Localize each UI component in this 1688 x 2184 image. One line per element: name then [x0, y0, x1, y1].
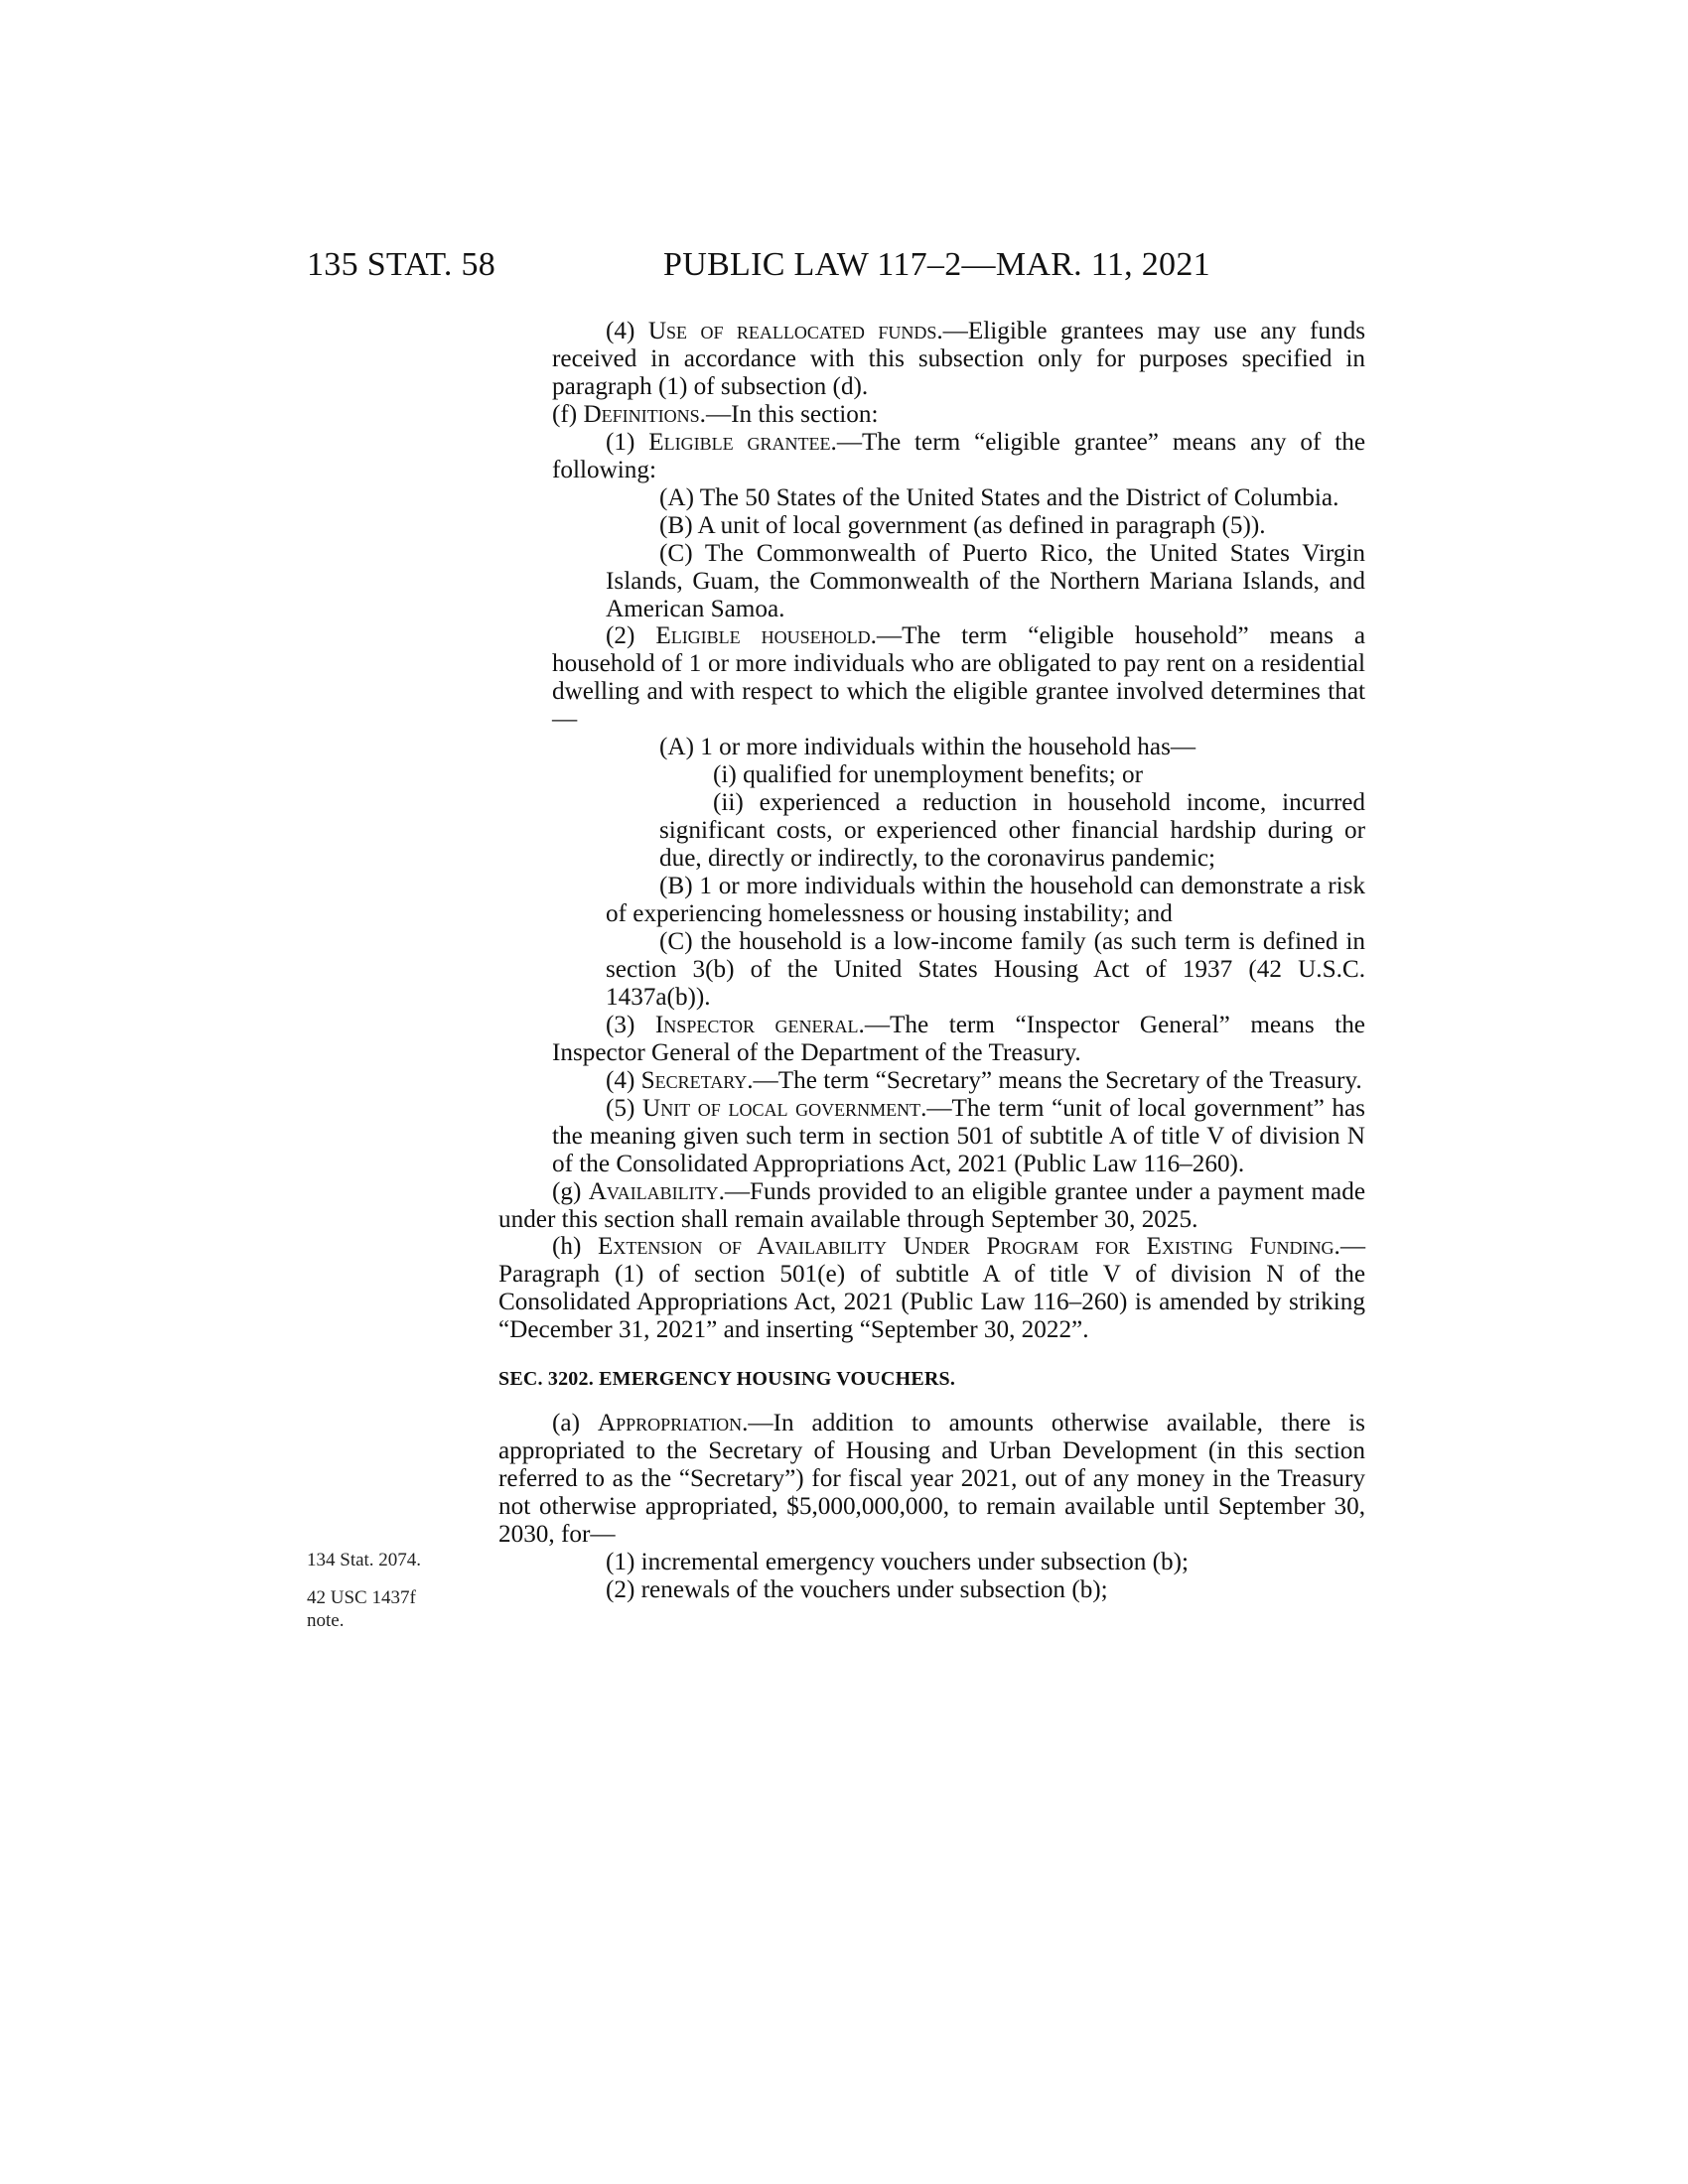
paragraph-heading: Unit of local government: [642, 1094, 921, 1122]
appropriation-item-2: (2) renewals of the vouchers under subsection (b);: [606, 1575, 1108, 1603]
margin-note-usc-line1: 42 USC 1437f: [307, 1587, 416, 1608]
subsection-heading: Appropriation: [597, 1410, 743, 1437]
paragraph-heading: Secretary: [640, 1066, 748, 1094]
paragraph-heading: Inspector general: [654, 1011, 859, 1038]
subsection-a-appropriation: (a) Appropriation.—In addition to amounts otherwise available, there is appropriated to the Secretary of Housing and Urban Development (in this section referred to as the “Secretary”) for fiscal year 2021, out of any money in the Treasury not otherwise appropriated, $5,000,000,000, to remain available until September 30, 2030, for—: [498, 1410, 1365, 1549]
subsection-h-extension: (h) Extension of Availability Under Program for Existing Funding.—Paragraph (1) of section 501(e) of subtitle A of title V of division N of the Consolidated Appropriations Act, 2021 (Public Law 116–260) is amended by striking “December 31, 2021” and inserting “September 30, 2022”.: [498, 1233, 1366, 1344]
subsection-heading: Availability: [588, 1177, 719, 1205]
subsection-heading: Definitions: [583, 400, 700, 428]
definition-5-unit-of-local-government: (5) Unit of local government.—The term “unit of local government” has the meaning given such term in section 501 of subtitle A of title V of division N of the Consolidated Appropriations Act, 2021 (Public Law 116–260).: [552, 1094, 1365, 1177]
definition-2-B: (B) 1 or more individuals within the household can demonstrate a risk of experiencing homelessness or housing instability; and: [606, 873, 1365, 928]
subsection-g-availability: (g) Availability.—Funds provided to an eligible grantee under a payment made under this section shall remain available through September 30, 2025.: [498, 1177, 1365, 1233]
definition-1-eligible-grantee: (1) Eligible grantee.—The term “eligible grantee” means any of the following:: [552, 428, 1365, 483]
definition-1-B: (B) A unit of local government (as defined in paragraph (5)).: [659, 511, 1266, 539]
definition-1-A: (A) The 50 States of the United States and the District of Columbia.: [659, 483, 1339, 511]
definition-2-C: (C) the household is a low-income family (as such term is defined in section 3(b) of the United States Housing Act of 1937 (42 U.S.C. 1437a(b)).: [606, 927, 1365, 1011]
document-body: [498, 318, 1365, 1604]
definition-2-eligible-household: (2) Eligible household.—The term “eligible household” means a household of 1 or more individuals who are obligated to pay rent on a residential dwelling and with respect to which the eligible grantee involved determines that—: [552, 622, 1366, 734]
paragraph-4-use-of-funds: (4) Use of reallocated funds.—Eligible grantees may use any funds received in accordance with this subsection only for purposes specified in paragraph (1) of subsection (d).: [552, 318, 1365, 400]
subsection-heading: Extension of Availability Under Program for Existing Funding: [597, 1233, 1335, 1261]
subsection-f-definitions: (f) Definitions.—In this section:: [552, 400, 879, 428]
margin-note-stat: 134 Stat. 2074.: [307, 1550, 422, 1570]
definition-2-A-i: (i) qualified for unemployment benefits; or: [713, 761, 1143, 789]
paragraph-heading: Use of reallocated funds: [647, 318, 937, 344]
definition-2-A-ii: (ii) experienced a reduction in household income, incurred significant costs, or experienced other financial hardship during or due, directly or indirectly, to the coronavirus pandemic;: [659, 789, 1365, 873]
margin-note-usc: [307, 1586, 416, 1632]
section-3202-heading: SEC. 3202. EMERGENCY HOUSING VOUCHERS.: [498, 1368, 956, 1391]
definition-2-A: (A) 1 or more individuals within the household has—: [659, 734, 1196, 761]
page-header-stat: 135 STAT. 58: [307, 246, 496, 283]
definition-4-secretary: (4) Secretary.—The term “Secretary” means the Secretary of the Treasury.: [606, 1066, 1362, 1094]
page-header-title: PUBLIC LAW 117–2—MAR. 11, 2021: [663, 246, 1210, 283]
margin-note-usc-line2: note.: [307, 1610, 345, 1631]
definition-3-inspector-general: (3) Inspector general.—The term “Inspector General” means the Inspector General of the Department of the Treasury.: [552, 1011, 1365, 1066]
appropriation-item-1: (1) incremental emergency vouchers under subsection (b);: [606, 1548, 1190, 1575]
paragraph-heading: Eligible household: [655, 622, 871, 650]
paragraph-heading: Eligible grantee: [648, 428, 831, 456]
definition-1-C: (C) The Commonwealth of Puerto Rico, the United States Virgin Islands, Guam, the Commonwealth of the Northern Mariana Islands, and American Samoa.: [606, 539, 1365, 622]
